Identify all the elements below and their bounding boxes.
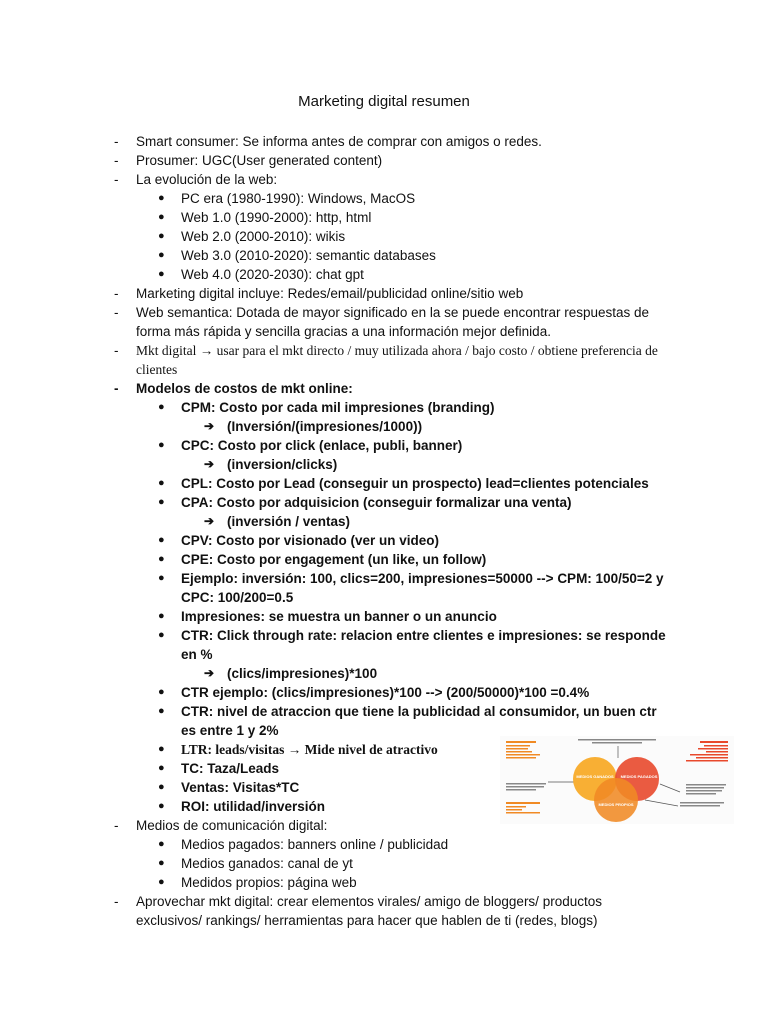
list-item-text: Ventas: Visitas*TC [181,780,300,795]
list-item [0,645,768,664]
list-item [0,683,768,702]
bullet-icon: ● [158,743,165,755]
list-item [0,664,768,683]
label-propios: MEDIOS PROPIOS [598,802,634,807]
bullet-icon: ● [158,401,165,413]
bullet-icon: ● [158,477,165,489]
list-item-text: (inversion/clicks) [227,457,338,472]
page-title: Marketing digital resumen [298,93,470,110]
list-item-text: Web semantica: Dotada de mayor significado en la se puede encontrar respuestas de [136,305,650,320]
list-item-text: La evolución de la web: [136,172,278,187]
bullet-icon: ● [158,857,165,869]
list-item [0,360,768,379]
list-item [0,151,768,170]
list-item-text: CPC: 100/200=0.5 [181,590,294,605]
left-bottom-text [506,802,540,814]
label-pagados: MEDIOS PAGADOS [620,774,658,779]
bullet-icon: ● [158,762,165,774]
list-item-text: Ejemplo: inversión: 100, clics=200, impresiones=50000 --> CPM: 100/50=2 y [181,571,664,586]
list-item [0,626,768,645]
bullet-icon: ● [158,192,165,204]
bullet-icon: ● [158,686,165,698]
list-item [0,227,768,246]
list-item [0,170,768,189]
list-item-text: Marketing digital incluye: Redes/email/publicidad online/sitio web [136,286,524,301]
list-item-text: Web 3.0 (2010-2020): semantic databases [181,248,436,263]
media-diagram-svg [500,736,734,824]
list-item [0,246,768,265]
list-item-text: en % [181,647,213,662]
list-item-text: Web 4.0 (2020-2030): chat gpt [181,267,364,282]
list-item-text: CPM: Costo por cada mil impresiones (branding) [181,400,495,415]
list-item [0,284,768,303]
list-item-text: ROI: utilidad/inversión [181,799,326,814]
list-item-text: LTR: leads/visitas → Mide nivel de atractivo [181,742,438,757]
list-item [0,189,768,208]
list-item [0,873,768,892]
list-item [0,911,768,930]
circle-propios [594,778,638,822]
list-item-text: Prosumer: UGC(User generated content) [136,153,383,168]
list-item-text: (inversión / ventas) [227,514,351,529]
list-item-text: Web 2.0 (2000-2010): wikis [181,229,346,244]
right-mid-text [680,784,726,807]
list-item [0,436,768,455]
bullet-icon: ● [158,268,165,280]
list-item-text: Impresiones: se muestra un banner o un anuncio [181,609,497,624]
arrow-icon: ➔ [204,514,215,528]
list-item [0,208,768,227]
bullet-icon: ● [158,781,165,793]
bullet-icon: ● [158,211,165,223]
list-item [0,455,768,474]
bullet-icon: ● [158,496,165,508]
list-item-text: CTR: nivel de atraccion que tiene la publicidad al consumidor, un buen ctr [181,704,657,719]
dash-bullet: - [114,818,119,833]
list-item-text: (clics/impresiones)*100 [227,666,378,681]
bullet-icon: ● [158,572,165,584]
list-item [0,854,768,873]
bullet-icon: ● [158,439,165,451]
bullet-icon: ● [158,629,165,641]
list-item-text: CPE: Costo por engagement (un like, un follow) [181,552,487,567]
list-item-text: es entre 1 y 2% [181,723,279,738]
list-item-text: Modelos de costos de mkt online: [136,381,353,396]
list-item-text: Medidos propios: página web [181,875,357,890]
list-item-text: CPV: Costo por visionado (ver un video) [181,533,440,548]
label-ganados: MEDIOS GANADOS [576,774,614,779]
list-item-text: Smart consumer: Se informa antes de comprar con amigos o redes. [136,134,542,149]
bullet-icon: ● [158,553,165,565]
top-text [578,739,656,744]
bullet-icon: ● [158,705,165,717]
right-text-block [686,741,728,762]
list-item-text: CPA: Costo por adquisicion (conseguir formalizar una venta) [181,495,572,510]
list-item-text: exclusivos/ rankings/ herramientas para hacer que hablen de ti (redes, blogs) [136,913,598,928]
list-item-text: Medios ganados: canal de yt [181,856,353,871]
dash-bullet: - [114,381,119,396]
list-item [0,892,768,911]
bullet-icon: ● [158,876,165,888]
list-item-text: CTR: Click through rate: relacion entre clientes e impresiones: se responde [181,628,666,643]
list-item-text: TC: Taza/Leads [181,761,280,776]
list-item [0,550,768,569]
bullet-icon: ● [158,249,165,261]
dash-bullet: - [114,153,119,168]
list-item [0,303,768,322]
dash-bullet: - [114,305,119,320]
list-item [0,512,768,531]
list-item-text: forma más rápida y sencilla gracias a una información mejor definida. [136,324,551,339]
arrow-icon: ➔ [204,666,215,680]
bullet-icon: ● [158,838,165,850]
list-item [0,417,768,436]
list-item-text: Medios de comunicación digital: [136,818,328,833]
list-item [0,379,768,398]
list-item [0,322,768,341]
media-diagram-image [500,736,734,824]
list-item-text: PC era (1980-1990): Windows, MacOS [181,191,416,206]
list-item [0,265,768,284]
bullet-icon: ● [158,230,165,242]
list-item [0,341,768,360]
arrow-icon: ➔ [204,457,215,471]
list-item [0,398,768,417]
list-item [0,569,768,588]
list-item-text: CTR ejemplo: (clics/impresiones)*100 --> (200/50000)*100 =0.4% [181,685,590,700]
list-item [0,702,768,721]
arrow-icon: ➔ [204,419,215,433]
left-text-block [506,741,540,759]
list-item [0,607,768,626]
dash-bullet: - [114,172,119,187]
bullet-icon: ● [158,800,165,812]
list-item [0,588,768,607]
dash-bullet: - [114,286,119,301]
bullet-icon: ● [158,610,165,622]
list-item [0,531,768,550]
list-item-text: Mkt digital → usar para el mkt directo / muy utilizada ahora / bajo costo / obtiene preferencia de [136,343,658,358]
list-item-text: (Inversión/(impresiones/1000)) [227,419,423,434]
bullet-icon: ● [158,534,165,546]
list-item [0,493,768,512]
dash-bullet: - [114,894,119,909]
list-item-text: CPL: Costo por Lead (conseguir un prospecto) lead=clientes potenciales [181,476,649,491]
list-item [0,132,768,151]
list-item-text: Aprovechar mkt digital: crear elementos virales/ amigo de bloggers/ productos [136,894,602,909]
list-item-text: Web 1.0 (1990-2000): http, html [181,210,372,225]
dash-bullet: - [114,134,119,149]
list-item-text: CPC: Costo por click (enlace, publi, banner) [181,438,463,453]
dash-bullet: - [114,343,119,358]
list-item-text: Medios pagados: banners online / publicidad [181,837,449,852]
list-item-text: clientes [136,362,178,377]
list-item [0,474,768,493]
list-item [0,835,768,854]
left-mid-text [506,783,546,791]
